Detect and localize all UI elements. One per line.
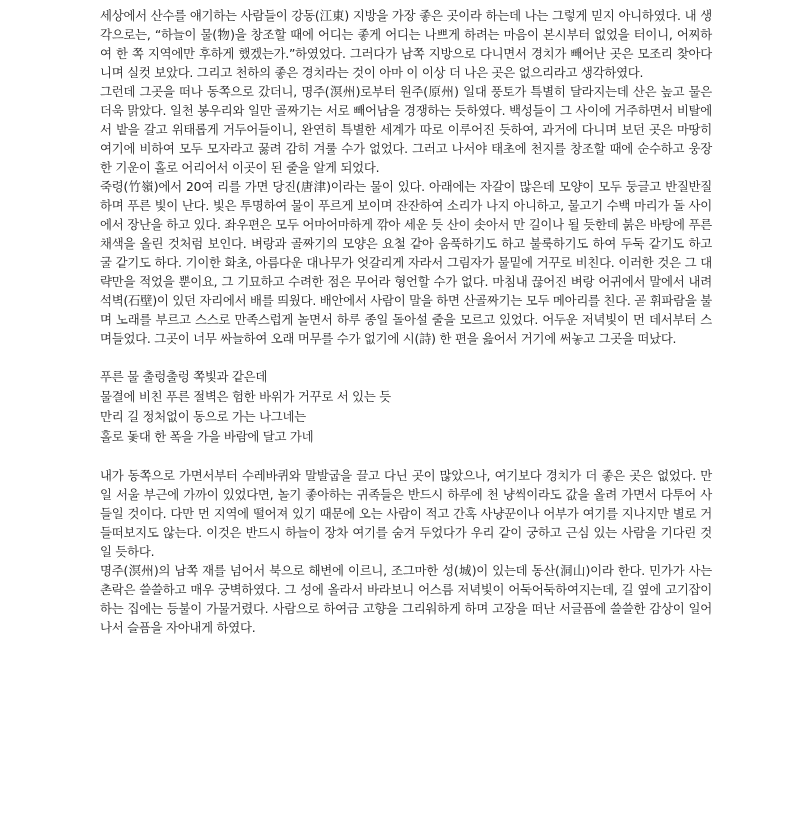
paragraph-4: 내가 동쪽으로 가면서부터 수레바퀴와 말발굽을 끌고 다닌 곳이 많았으나, 여기보다 경치가 더 좋은 곳은 없었다. 만일 서울 부근에 가까이 있었다면, 놀기 좋아하는 귀족들은 반드시 하루에 천 냥씩이라도 값을 올려 가면서 다투어 사들일 것이다. 다만 먼 지역에 떨어져 있기 때문에 오는 사람이 적고 간혹 사냥꾼이나 어부가 여기를 지나지만 별로 거들떠보지도 않는다. 이것은 반드시 하늘이 장차 여기를 숨겨 두었다가 우리 같이 궁하고 근심 있는 사람을 기다린 것일 듯하다.: [100, 468, 712, 559]
poem-block: [100, 367, 712, 447]
poem-line-2: 물결에 비친 푸른 절벽은 험한 바위가 거꾸로 서 있는 듯: [100, 389, 392, 404]
paragraph-3: 죽령(竹嶺)에서 20여 리를 가면 당진(唐津)이라는 물이 있다. 아래에는 자갈이 많은데 모양이 모두 둥글고 반질반질하며 푸른 빛이 난다. 빛은 투명하여 물이 푸르게 보이며 잔잔하여 소리가 나지 아니하고, 물고기 수백 마리가 돌 사이에서 장난을 하고 있다. 좌우편은 모두 어마어마하게 깎아 세운 듯 산이 솟아서 만 길이나 될 듯한데 붉은 바탕에 푸른 채색을 올린 것처럼 보인다. 벼랑과 골짜기의 모양은 요철 같아 움푹하기도 하고 불룩하기도 하여 두둑 같기도 하고 굴 같기도 하다. 기이한 화초, 아름다운 대나무가 엇갈리게 자라서 그림자가 물밑에 거꾸로 비친다. 이러한 것은 그 대략만을 적었을 뿐이요, 그 기묘하고 수려한 점은 무어라 형언할 수가 없다. 마침내 끊어진 벼랑 어귀에서 말에서 내려 석벽(石壁)이 있던 자리에서 배를 띄웠다. 배안에서 사람이 말을 하면 산골짜기는 모두 메아리를 친다. 곧 휘파람을 불며 노래를 부르고 스스로 만족스럽게 놀면서 하루 종일 돌아설 줄을 모르고 있었다. 어두운 저녁빛이 먼 데서부터 스며들었다. 그곳이 너무 싸늘하여 오래 머무를 수가 없기에 시(詩) 한 편을 읊어서 거기에 써놓고 그곳을 떠났다.: [100, 179, 712, 346]
poem-line-3: 만리 길 정처없이 동으로 가는 나그네는: [100, 409, 306, 424]
document-body: [100, 6, 712, 637]
poem-line-1: 푸른 물 출렁출렁 쪽빛과 같은데: [100, 369, 268, 384]
paragraph-5: 명주(溟州)의 남쪽 재를 넘어서 북으로 해변에 이르니, 조그마한 성(城)이 있는데 동산(洞山)이라 한다. 민가가 사는 촌락은 쓸쓸하고 매우 궁벽하였다. 그 성에 올라서 바라보니 어스름 저녁빛이 어둑어둑하여지는데, 길 옆에 고기잡이하는 집에는 등불이 가물거렸다. 사람으로 하여금 고향을 그리워하게 하며 고장을 떠난 서글픔에 쓸쓸한 감상이 일어나서 슬픔을 자아내게 하였다.: [100, 563, 712, 635]
poem-line-4: 홀로 돛대 한 폭을 가을 바람에 달고 가네: [100, 429, 314, 444]
paragraph-2: 그런데 그곳을 떠나 동쪽으로 갔더니, 명주(溟州)로부터 원주(原州) 일대 풍토가 특별히 달라지는데 산은 높고 물은 더욱 맑았다. 일천 봉우리와 일만 골짜기는 서로 빼어남을 경쟁하는 듯하였다. 백성들이 그 사이에 거주하면서 비탈에서 밭을 갈고 위태롭게 거두어들이니, 완연히 특별한 세계가 따로 이루어진 듯하여, 과거에 다니며 보던 곳은 마땅히 여기에 비하여 모두 모자라고 꿇려 감히 겨룰 수가 없었다. 그러고 나서야 태초에 천지를 창조할 때에 순수하고 웅장한 기운이 홀로 어리어서 이곳이 된 줄을 알게 되었다.: [100, 84, 712, 175]
paragraph-1: 세상에서 산수를 얘기하는 사람들이 강동(江東) 지방을 가장 좋은 곳이라 하는데 나는 그렇게 믿지 아니하였다. 내 생각으로는, “하늘이 물(物)을 창조할 때에 어디는 좋게 어디는 나쁘게 하려는 마음이 본시부터 없었을 터이니, 어찌하여 한 쪽 지역에만 후하게 했겠는가.”하였었다. 그러다가 남쪽 지방으로 다니면서 경치가 빼어난 곳은 모조리 찾아다니며 실컷 보았다. 그리고 천하의 좋은 경치라는 것이 아마 이 이상 더 나은 곳은 없으리라고 생각하였다.: [100, 8, 712, 80]
